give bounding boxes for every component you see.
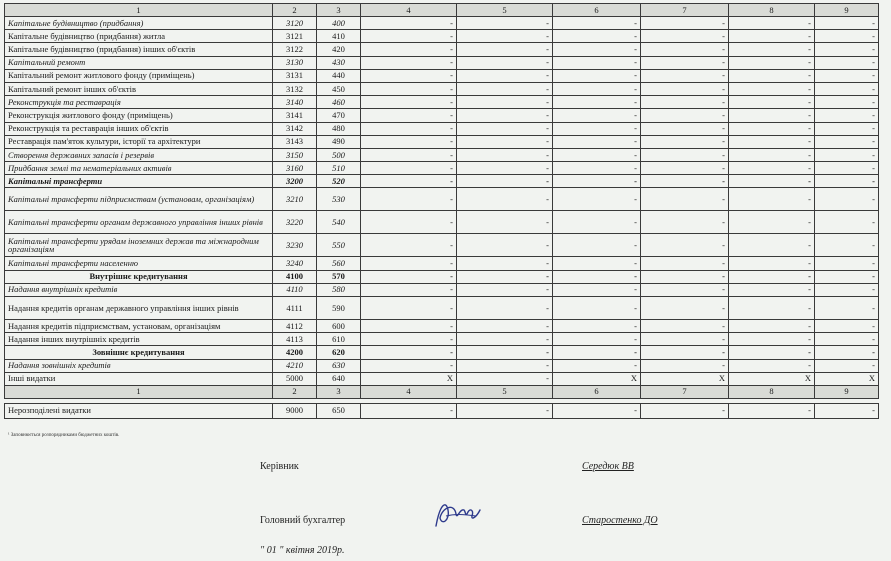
table-row [5,82,879,95]
value-cell: - [641,162,729,175]
table-row [5,96,879,109]
value-cell: - [729,234,815,257]
line-code: 630 [317,359,361,372]
value-cell: - [457,162,553,175]
line-code: 500 [317,148,361,161]
line-code: 600 [317,320,361,333]
value-cell: - [815,359,879,372]
value-cell: X [553,372,641,385]
value-cell: - [641,359,729,372]
director-name: Середюк ВВ [582,461,634,472]
handwritten-signature [432,496,484,532]
row-name: Капітальні трансферти [5,175,273,188]
table-row [5,56,879,69]
value-cell: - [361,283,457,296]
value-cell: - [457,372,553,385]
value-cell: X [361,372,457,385]
row-name: Надання зовнішніх кредитів [5,359,273,372]
accountant-name: Старостенко ДО [582,515,658,526]
value-cell: - [641,135,729,148]
value-cell: - [815,82,879,95]
value-cell: - [361,162,457,175]
value-cell: - [815,257,879,270]
column-number-cell: 3 [317,4,361,17]
value-cell: - [641,69,729,82]
value-cell: - [729,162,815,175]
value-cell: - [361,333,457,346]
table-row [5,109,879,122]
value-cell: - [361,96,457,109]
value-cell: - [815,43,879,56]
value-cell: - [457,320,553,333]
table-row [5,234,879,257]
row-name: Капітальний ремонт житлового фонду (приміщень) [5,69,273,82]
value-cell: - [641,346,729,359]
value-cell: - [729,297,815,320]
value-cell: - [457,56,553,69]
value-cell: - [641,43,729,56]
value-cell: - [553,359,641,372]
value-cell: - [729,96,815,109]
row-name: Інші видатки [5,372,273,385]
value-cell: - [729,333,815,346]
value-cell: - [641,403,729,418]
line-code: 580 [317,283,361,296]
value-cell: - [361,188,457,211]
economic-code: 4111 [273,297,317,320]
value-cell: - [729,109,815,122]
column-number-cell: 7 [641,4,729,17]
value-cell: - [815,148,879,161]
row-name: Нерозподілені видатки [5,403,273,418]
value-cell: - [641,283,729,296]
value-cell: - [815,30,879,43]
value-cell: - [457,109,553,122]
economic-code: 4100 [273,270,317,283]
line-code: 480 [317,122,361,135]
value-cell: - [641,17,729,30]
economic-code: 4210 [273,359,317,372]
value-cell: - [457,43,553,56]
value-cell: - [815,188,879,211]
line-code: 510 [317,162,361,175]
expenditure-table [4,3,879,419]
value-cell: - [553,403,641,418]
line-code: 550 [317,234,361,257]
row-name: Капітальний ремонт інших об'єктів [5,82,273,95]
value-cell: - [641,30,729,43]
row-name: Створення державних запасів і резервів [5,148,273,161]
value-cell: - [457,17,553,30]
value-cell: - [553,283,641,296]
value-cell: - [641,82,729,95]
table-row [5,135,879,148]
value-cell: - [641,56,729,69]
value-cell: - [641,234,729,257]
economic-code: 3220 [273,211,317,234]
economic-code: 3200 [273,175,317,188]
row-name: Надання інших внутрішніх кредитів [5,333,273,346]
economic-code: 3230 [273,234,317,257]
value-cell: - [729,403,815,418]
table-row [5,297,879,320]
value-cell: - [641,333,729,346]
table-row [5,270,879,283]
table-row [5,320,879,333]
economic-code: 3131 [273,69,317,82]
value-cell: - [361,109,457,122]
value-cell: - [361,82,457,95]
value-cell: - [553,211,641,234]
value-cell: - [553,122,641,135]
value-cell: X [729,372,815,385]
value-cell: - [361,403,457,418]
value-cell: - [553,109,641,122]
column-number-cell: 8 [729,385,815,398]
value-cell: - [553,30,641,43]
economic-code: 3130 [273,56,317,69]
column-number-cell: 5 [457,385,553,398]
value-cell: - [553,188,641,211]
value-cell: - [729,320,815,333]
value-cell: - [815,333,879,346]
line-code: 610 [317,333,361,346]
row-name: Реконструкція та реставрація інших об'єктів [5,122,273,135]
row-name: Придбання землі та нематеріальних активів [5,162,273,175]
line-code: 430 [317,56,361,69]
value-cell: - [361,56,457,69]
line-code: 400 [317,17,361,30]
value-cell: - [457,257,553,270]
line-code: 440 [317,69,361,82]
value-cell: - [729,56,815,69]
value-cell: - [815,109,879,122]
value-cell: - [641,188,729,211]
economic-code: 4113 [273,333,317,346]
table-row [5,43,879,56]
value-cell: - [553,320,641,333]
value-cell: - [361,270,457,283]
value-cell: - [457,122,553,135]
value-cell: - [815,270,879,283]
row-name: Капітальні трансферти органам державного управління інших рівнів [5,211,273,234]
line-code: 570 [317,270,361,283]
value-cell: - [815,135,879,148]
value-cell: - [815,175,879,188]
value-cell: - [815,283,879,296]
value-cell: - [457,270,553,283]
value-cell: - [553,96,641,109]
value-cell: - [361,69,457,82]
value-cell: - [361,320,457,333]
row-name: Капітальне будівництво (придбання) інших об'єктів [5,43,273,56]
value-cell: - [457,211,553,234]
row-name: Капітальні трансферти населенню [5,257,273,270]
table-row [5,17,879,30]
column-number-cell: 3 [317,385,361,398]
row-name: Капітальний ремонт [5,56,273,69]
economic-code: 3143 [273,135,317,148]
economic-code: 5000 [273,372,317,385]
value-cell: - [361,148,457,161]
value-cell: - [729,17,815,30]
value-cell: - [729,270,815,283]
value-cell: - [457,234,553,257]
column-number-cell: 5 [457,4,553,17]
value-cell: - [457,283,553,296]
value-cell: - [457,148,553,161]
value-cell: - [457,69,553,82]
line-code: 490 [317,135,361,148]
value-cell: - [457,82,553,95]
column-number-cell: 2 [273,385,317,398]
value-cell: - [641,320,729,333]
value-cell: - [641,148,729,161]
value-cell: - [553,148,641,161]
value-cell: - [361,17,457,30]
row-name: Надання кредитів підприємствам, установам, організаціям [5,320,273,333]
line-code: 640 [317,372,361,385]
line-code: 620 [317,346,361,359]
column-number-cell: 1 [5,385,273,398]
economic-code: 4200 [273,346,317,359]
row-name: Капітальне будівництво (придбання) [5,17,273,30]
value-cell: - [729,148,815,161]
row-name: Зовнішнє кредитування [5,346,273,359]
table-row [5,372,879,385]
value-cell: - [553,162,641,175]
column-number-cell: 4 [361,385,457,398]
value-cell: - [729,211,815,234]
line-code: 530 [317,188,361,211]
column-number-cell: 4 [361,4,457,17]
column-number-cell: 9 [815,385,879,398]
value-cell: - [553,270,641,283]
value-cell: - [815,297,879,320]
director-label: Керівник [260,461,299,472]
value-cell: - [457,30,553,43]
value-cell: - [729,188,815,211]
value-cell: - [457,96,553,109]
table-row [5,403,879,418]
table-row [5,283,879,296]
value-cell: - [729,69,815,82]
column-number-row [5,4,879,17]
value-cell: - [361,257,457,270]
economic-code: 3150 [273,148,317,161]
table-row [5,175,879,188]
economic-code: 3122 [273,43,317,56]
value-cell: - [815,17,879,30]
table-row [5,148,879,161]
value-cell: - [361,135,457,148]
value-cell: - [553,43,641,56]
line-code: 450 [317,82,361,95]
row-name: Капітальне будівництво (придбання) житла [5,30,273,43]
value-cell: - [361,175,457,188]
column-number-cell: 7 [641,385,729,398]
line-code: 460 [317,96,361,109]
economic-code: 4110 [273,283,317,296]
value-cell: - [553,297,641,320]
value-cell: - [361,359,457,372]
value-cell: - [553,69,641,82]
value-cell: - [729,122,815,135]
value-cell: - [457,333,553,346]
column-number-cell: 6 [553,4,641,17]
value-cell: - [815,211,879,234]
value-cell: - [361,30,457,43]
economic-code: 3141 [273,109,317,122]
value-cell: - [641,257,729,270]
column-number-cell: 2 [273,4,317,17]
value-cell: - [729,30,815,43]
value-cell: - [641,122,729,135]
table-body [5,4,879,419]
row-name: Капітальні трансферти урядам іноземних держав та міжнародним організаціям [5,234,273,257]
value-cell: - [815,56,879,69]
economic-code: 9000 [273,403,317,418]
table-row [5,30,879,43]
table-row [5,346,879,359]
economic-code: 3160 [273,162,317,175]
value-cell: - [729,283,815,296]
footnote: ¹ Заповнюється розпорядниками бюджетних коштів. [8,433,120,438]
value-cell: - [457,175,553,188]
line-code: 540 [317,211,361,234]
line-code: 420 [317,43,361,56]
value-cell: - [553,346,641,359]
value-cell: X [815,372,879,385]
value-cell: - [361,211,457,234]
value-cell: X [641,372,729,385]
row-name: Капітальні трансферти підприємствам (установам, організаціям) [5,188,273,211]
value-cell: - [553,17,641,30]
table-row [5,359,879,372]
value-cell: - [815,122,879,135]
value-cell: - [457,359,553,372]
value-cell: - [553,257,641,270]
table-row [5,333,879,346]
economic-code: 3132 [273,82,317,95]
value-cell: - [729,359,815,372]
value-cell: - [815,234,879,257]
value-cell: - [729,82,815,95]
value-cell: - [361,43,457,56]
value-cell: - [815,69,879,82]
row-name: Надання кредитів органам державного управління інших рівнів [5,297,273,320]
value-cell: - [457,346,553,359]
value-cell: - [729,43,815,56]
value-cell: - [361,122,457,135]
value-cell: - [361,234,457,257]
line-code: 470 [317,109,361,122]
value-cell: - [815,403,879,418]
value-cell: - [729,346,815,359]
line-code: 650 [317,403,361,418]
economic-code: 3140 [273,96,317,109]
row-name: Внутрішнє кредитування [5,270,273,283]
line-code: 410 [317,30,361,43]
economic-code: 3142 [273,122,317,135]
table-row [5,162,879,175]
value-cell: - [553,135,641,148]
value-cell: - [553,56,641,69]
value-cell: - [729,257,815,270]
economic-code: 3240 [273,257,317,270]
value-cell: - [815,96,879,109]
value-cell: - [553,82,641,95]
table-row [5,188,879,211]
value-cell: - [361,297,457,320]
value-cell: - [457,188,553,211]
economic-code: 3210 [273,188,317,211]
column-number-cell: 8 [729,4,815,17]
economic-code: 3120 [273,17,317,30]
value-cell: - [457,297,553,320]
column-number-cell: 6 [553,385,641,398]
line-code: 520 [317,175,361,188]
economic-code: 3121 [273,30,317,43]
value-cell: - [553,333,641,346]
value-cell: - [641,297,729,320]
table-row [5,69,879,82]
column-number-row [5,385,879,398]
value-cell: - [361,346,457,359]
economic-code: 4112 [273,320,317,333]
value-cell: - [641,211,729,234]
row-name: Надання внутрішніх кредитів [5,283,273,296]
line-code: 590 [317,297,361,320]
row-name: Реконструкція та реставрація [5,96,273,109]
value-cell: - [815,346,879,359]
value-cell: - [457,403,553,418]
table-row [5,122,879,135]
table-row [5,257,879,270]
value-cell: - [729,135,815,148]
value-cell: - [729,175,815,188]
value-cell: - [815,320,879,333]
row-name: Реставрація пам'яток культури, історії та архітектури [5,135,273,148]
value-cell: - [815,162,879,175]
row-name: Реконструкція житлового фонду (приміщень) [5,109,273,122]
value-cell: - [641,175,729,188]
column-number-cell: 1 [5,4,273,17]
value-cell: - [641,109,729,122]
value-cell: - [641,270,729,283]
accountant-label: Головний бухгалтер [260,515,346,526]
value-cell: - [457,135,553,148]
table-row [5,211,879,234]
report-date: " 01 " квітня 2019р. [260,545,345,556]
value-cell: - [553,175,641,188]
value-cell: - [553,234,641,257]
column-number-cell: 9 [815,4,879,17]
line-code: 560 [317,257,361,270]
value-cell: - [641,96,729,109]
